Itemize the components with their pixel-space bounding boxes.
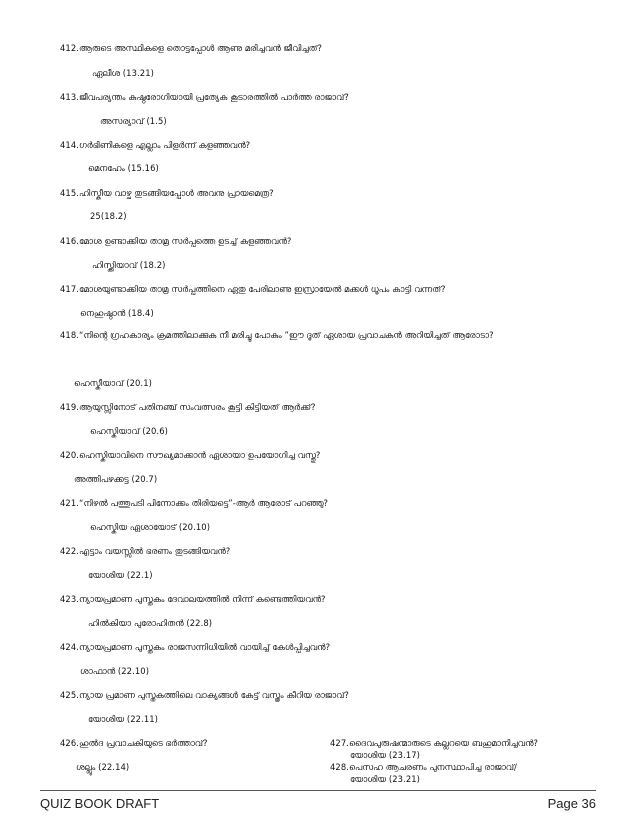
answer-416: ഹിസ്ക്കിയാവ് (18.2) <box>92 260 166 270</box>
question-425: 425.ന്യായ പ്രമാണ പുസ്തകത്തിലെ വാക്യങ്ങൾ കേട്ട് വസ്ത്രം കീറിയ രാജാവ്? <box>60 690 349 700</box>
answer-426: ശല്ലൂം (22.14) <box>76 762 130 772</box>
question-419: 419.ആയുസ്സിനോട് പതിനഞ്ച് സംവത്സരം കൂട്ടി കിട്ടിയത് ആർക്ക്? <box>60 402 316 412</box>
answer-413: അസര്യാവ് (1.5) <box>100 116 167 126</box>
answer-427: യോശിയ (23.17) <box>350 750 421 760</box>
footer-divider <box>40 790 596 791</box>
answer-415: 25(18.2) <box>90 211 127 221</box>
question-416: 416.മോശ ഉണ്ടാക്കിയ താമ്ര സർപ്പത്തെ ഉടച്ച് കളഞ്ഞവൻ? <box>60 236 292 246</box>
answer-421: ഹെസ്കിയ ഏശായോട് (20.10) <box>90 522 211 532</box>
page-number: Page 36 <box>547 796 596 811</box>
answer-419: ഹെസ്കിയാവ് (20.6) <box>90 426 168 436</box>
question-426: 426.ഹുൽദ പ്രവാചകിയുടെ ഭർത്താവ്? <box>60 738 208 748</box>
answer-414: മെനഹേം (15.16) <box>88 163 159 173</box>
answer-420: അത്തിപഴക്കട്ട (20.7) <box>74 474 158 484</box>
question-412: 412.ആരുടെ അസ്ഥികളെ തൊട്ടപ്പോൾ ആണു മരിച്ചവൻ ജീവിച്ചത്? <box>60 43 323 53</box>
question-415: 415.ഹിസ്കീയ വാഴ്ച തുടങ്ങിയപ്പോൾ അവനു പ്രായമെത്ര? <box>60 188 274 198</box>
question-424: 424.ന്യായപ്രമാണ പുസ്തകം രാജസന്നിധിയിൽ വായിച്ച് കേൾപ്പിച്ചവൻ? <box>60 642 331 652</box>
question-423: 423.ന്യായപ്രമാണ പുസ്തകം ദേവാലയത്തിൽ നിന്ന് കണ്ടെത്തിയവൻ? <box>60 594 326 604</box>
question-413: 413.ജീവപര്യന്തം കുഷ്ഠരോഗിയായി പ്രത്യേക കൂടാരത്തിൽ പാർത്ത രാജാവ്? <box>60 92 349 102</box>
answer-424: ശാഫാൻ (22.10) <box>80 666 150 676</box>
answer-425: യോശിയ (22.11) <box>88 714 159 724</box>
question-421: 421.“നിഴൽ പത്തുപടി പിന്നോക്കം തിരിയട്ടെ”-ആർ ആരോട് പറഞ്ഞു? <box>60 498 329 508</box>
question-414: 414.ഗർഭിണികളെ എല്ലാം പിളർന്ന് കളഞ്ഞവൻ? <box>60 140 251 150</box>
footer-title: QUIZ BOOK DRAFT <box>40 796 160 811</box>
question-428: 428.പെസഹ ആചരണം പുനസ്ഥാപിച്ച രാജാവ്/ <box>330 762 517 772</box>
answer-417: നെഹുഷ്ഠാൻ (18.4) <box>80 308 154 318</box>
question-417: 417.മോശയുണ്ടാക്കിയ താമ്ര സർപ്പത്തിനെ ഏതു പേരിലാണു ഇസ്രായേൽ മക്കൾ ധൂപം കാട്ടി വന്നത്? <box>60 284 446 294</box>
question-427: 427.ദൈവപുരുഷന്മാരുടെ കല്ലറയെ ബഹുമാനിച്ചവൻ? <box>330 738 539 748</box>
answer-428: യോശിയ (23.21) <box>350 774 421 784</box>
question-422: 422.എട്ടാം വയസ്സിൽ ഭരണം തുടങ്ങിയവൻ? <box>60 546 231 556</box>
question-418: 418.“നിന്റെ ഗ്രഹകാര്യം ക്രമത്തിലാക്കുക നീ മരിച്ചു പോകും ”ഈ ദൂത് ഏശായ പ്രവാചകൻ അറിയിച്ചത് ആരോടാ? <box>60 330 494 340</box>
answer-423: ഹിൽകിയാ പുരോഹിതൻ (22.8) <box>88 618 213 628</box>
question-420: 420.ഹെസ്കിയാവിനെ സൗഖ്യമാക്കാൻ ഏശായാ ഉപയോഗിച്ച വസ്തു? <box>60 450 321 460</box>
answer-422: യോശിയ (22.1) <box>88 570 153 580</box>
answer-412: ഏലീശ (13.21) <box>92 68 155 78</box>
answer-418: ഹെസ്കീയാവ് (20.1) <box>74 378 152 388</box>
